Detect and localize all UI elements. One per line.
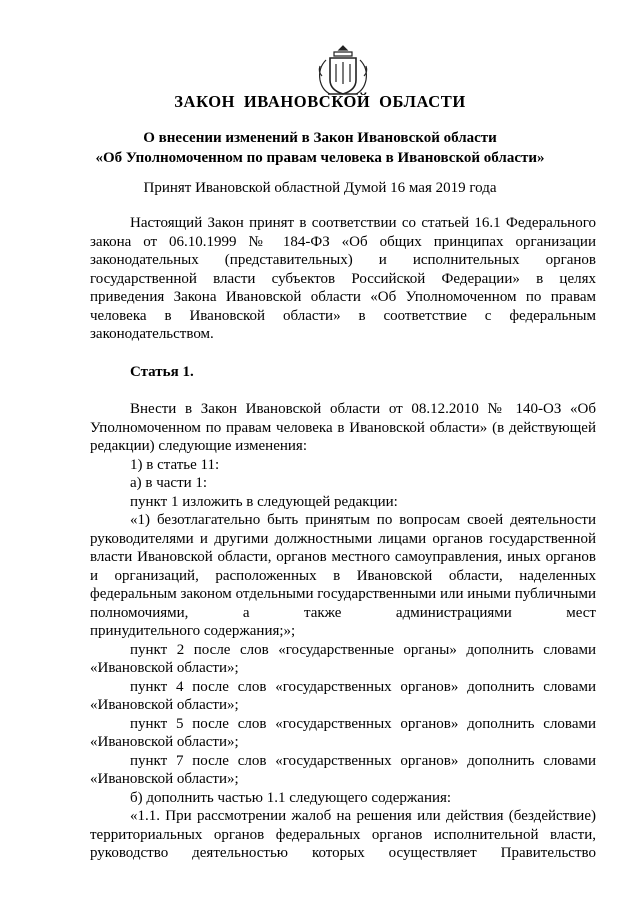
quoted-part-1-1: «1.1. При рассмотрении жалоб на решения или действия (бездействие) территориальных органов федеральных органов исполнительной власти, руководство деятельностью которых осуществляет Правительство xyxy=(90,808,596,861)
list-item-tail: «Ивановской области»; xyxy=(90,697,239,713)
law-subtitle-line-1: О внесении изменений в Закон Ивановской области xyxy=(143,130,497,146)
list-item: пункт 2 после слов «государственные органы» дополнить словами xyxy=(130,641,596,658)
list-item: а) в части 1: xyxy=(130,475,208,491)
list-item: пункт 5 после слов «государственных органов» дополнить словами xyxy=(130,715,596,732)
adoption-date: Принят Ивановской областной Думой 16 мая 2019 года xyxy=(143,180,497,196)
law-title: ЗАКОН ИВАНОВСКОЙ ОБЛАСТИ xyxy=(174,92,466,111)
quoted-point-1-ending: принудительного содержания;»; xyxy=(90,623,296,639)
list-item-tail: «Ивановской области»; xyxy=(90,771,239,787)
list-item: пункт 7 после слов «государственных органов» дополнить словами xyxy=(130,752,596,769)
list-item: б) дополнить частью 1.1 следующего содержания: xyxy=(130,789,452,806)
law-body xyxy=(90,214,596,863)
coat-of-arms-icon xyxy=(314,40,372,100)
list-item: пункт 4 после слов «государственных органов» дополнить словами xyxy=(130,678,596,695)
list-item: 1) в статье 11: xyxy=(130,456,220,473)
quoted-point-1: «1) безотлагательно быть принятым по вопросам своей деятельности руководителями и другими должностными лицами органов государственной власти Ивановской области, органов местного самоуправления, иных органов и организаций, расположенных в Ивановской области, наделенных федеральным законом отдельными государственными или иными публичными полномочиями, а также администрациями мест xyxy=(90,512,596,621)
list-item-tail: «Ивановской области»; xyxy=(90,734,239,750)
law-subtitle xyxy=(0,128,640,168)
list-item: пункт 1 изложить в следующей редакции: xyxy=(130,493,398,510)
article-intro-paragraph: Внести в Закон Ивановской области от 08.12.2010 № 140-ОЗ «Об Уполномоченном по правам человека в Ивановской области» (в действующей редакции) следующие изменения: xyxy=(90,401,596,454)
article-heading: Статья 1. xyxy=(130,363,194,380)
list-item-tail: «Ивановской области»; xyxy=(90,660,239,676)
law-subtitle-line-2: «Об Уполномоченном по правам человека в Ивановской области» xyxy=(95,150,545,166)
preamble-paragraph: Настоящий Закон принят в соответствии со статьей 16.1 Федерального закона от 06.10.1999 № 184-ФЗ «Об общих принципах организации законодательных (представительных) и исполнительных органов государственной власти субъектов Российской Федерации» в целях приведения Закона Ивановской области «Об Уполномоченном по правам человека в Ивановской области» в соответствие с федеральным законодательством. xyxy=(90,215,596,342)
